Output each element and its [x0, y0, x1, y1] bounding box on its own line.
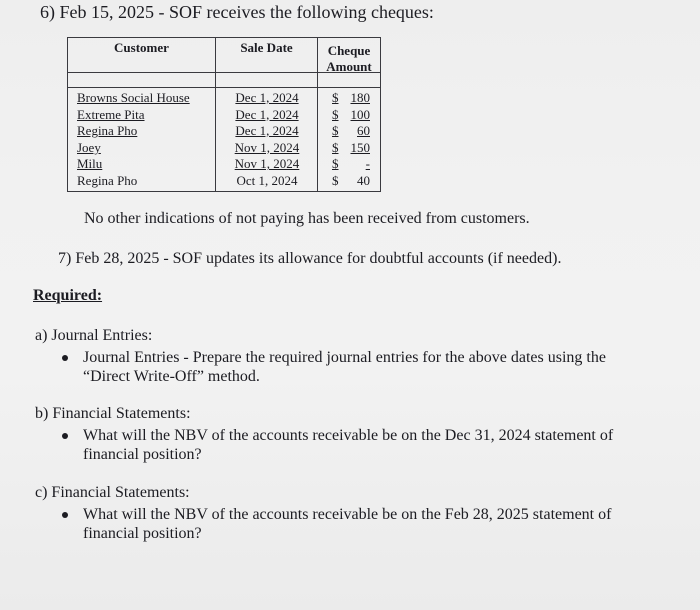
customer-note: No other indications of not paying has been received from customers. [84, 210, 530, 227]
section-b-label: b) Financial Statements: [35, 405, 191, 422]
table-cell-customer: Milu [77, 156, 103, 172]
table-cell-customer: Browns Social House [77, 90, 190, 105]
header-sale-date: Sale Date [240, 40, 293, 55]
table-cell-date: Oct 1, 2024 [236, 172, 298, 188]
currency-symbol: $ [332, 156, 339, 172]
table-cell-amount [328, 173, 380, 190]
amount-value: 60 [357, 123, 370, 139]
table-cell-date: Dec 1, 2024 [235, 90, 299, 105]
header-cheque-amount [318, 43, 380, 75]
item-6-heading: 6) Feb 15, 2025 - SOF receives the following cheques: [40, 2, 434, 22]
currency-symbol: $ [332, 106, 339, 122]
currency-symbol: $ [332, 139, 339, 155]
table-cell-amount [328, 90, 380, 107]
section-c-bullet-text: What will the NBV of the accounts receivable be on the Feb 28, 2025 statement of financial position? [83, 506, 612, 542]
table-cell-customer: Joey [77, 139, 101, 155]
header-cheque-amount-line1: Cheque [327, 43, 371, 58]
header-cheque-amount-line2: Amount [326, 59, 372, 74]
section-b-bullet-text: What will the NBV of the accounts receivable be on the Dec 31, 2024 statement of financial position? [83, 427, 614, 463]
table-cell-customer: Regina Pho [77, 172, 138, 188]
section-a-label: a) Journal Entries: [35, 327, 153, 344]
table-cell-amount [328, 107, 380, 124]
table-cell-date: Nov 1, 2024 [234, 156, 300, 172]
cheque-amount-column [328, 90, 380, 190]
table-cell-customer: Regina Pho [77, 123, 138, 139]
table-cell-customer: Extreme Pita [77, 106, 145, 122]
table-cell-date: Dec 1, 2024 [235, 106, 299, 122]
amount-value: 150 [350, 139, 370, 155]
currency-symbol: $ [332, 172, 339, 188]
table-divider [215, 38, 216, 191]
amount-value: 40 [357, 172, 370, 188]
bullet-icon [62, 512, 68, 518]
currency-symbol: $ [332, 123, 339, 139]
amount-value: 100 [350, 106, 370, 122]
table-cell-amount [328, 156, 380, 173]
table-cell-amount [328, 123, 380, 140]
bullet-icon [62, 355, 68, 361]
bullet-icon [62, 433, 68, 439]
required-heading: Required: [33, 287, 103, 304]
table-cell-date: Dec 1, 2024 [235, 123, 299, 139]
amount-value: 180 [350, 90, 370, 105]
amount-value: - [365, 156, 370, 172]
customer-column [77, 90, 215, 190]
table-cell-amount [328, 140, 380, 157]
table-divider [68, 87, 380, 88]
item-7-heading: 7) Feb 28, 2025 - SOF updates its allowance for doubtful accounts (if needed). [58, 250, 562, 267]
table-cell-date: Nov 1, 2024 [234, 139, 300, 155]
cheques-table [67, 37, 381, 192]
section-c-label: c) Financial Statements: [35, 484, 190, 501]
section-a-bullet-text: Journal Entries - Prepare the required journal entries for the above dates using the “Direct Write-Off” method. [83, 349, 606, 385]
sale-date-column [218, 90, 316, 190]
currency-symbol: $ [332, 90, 339, 105]
header-customer: Customer [114, 40, 169, 55]
